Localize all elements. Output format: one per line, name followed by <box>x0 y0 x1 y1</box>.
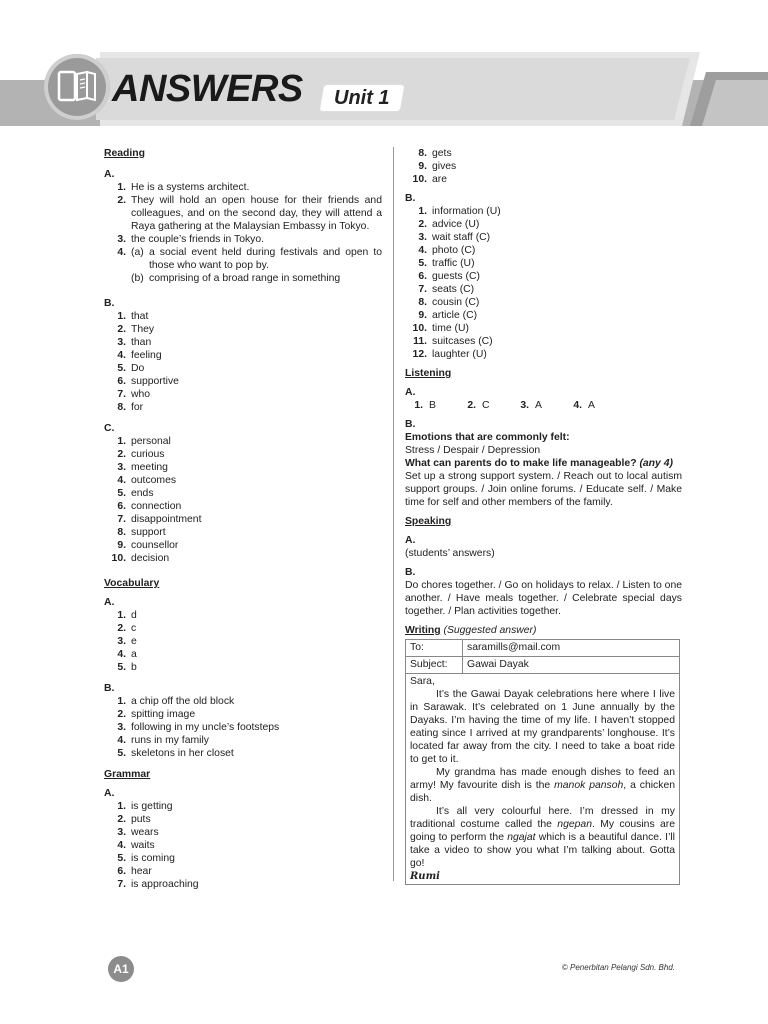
list-item <box>104 865 382 878</box>
grammar-a-list-part2 <box>405 147 682 186</box>
p3-text-b: . My cousins are going to perform the <box>410 819 675 843</box>
list-item <box>104 474 382 487</box>
item-text: advice (U) <box>432 219 480 230</box>
list-item <box>104 648 382 661</box>
list-item <box>104 839 382 852</box>
item-number: 9. <box>117 540 126 551</box>
sub-item-label: (a) <box>131 247 144 258</box>
p3-text-a: It’s all very colourful here. I’m dressed in my traditional costume called the <box>410 806 675 830</box>
item-text: cousin (C) <box>432 297 480 308</box>
page-number-badge: A1 <box>108 956 134 982</box>
item-number: 2. <box>117 709 126 720</box>
item-text: runs in my family <box>131 735 209 746</box>
list-item <box>405 231 682 244</box>
item-number: 5. <box>117 488 126 499</box>
letter-signature: Rumi <box>410 871 440 882</box>
item-number: 7. <box>117 879 126 890</box>
listening-q2 <box>405 457 682 470</box>
letter-greeting: Sara, <box>410 676 435 687</box>
item-number: 4. <box>117 735 126 746</box>
list-item <box>405 296 682 309</box>
list-item <box>104 734 382 747</box>
item-text: feeling <box>131 350 162 361</box>
listening-heading: Listening <box>405 368 452 379</box>
sub-item <box>131 246 382 272</box>
vocab-a-list <box>104 609 382 674</box>
item-text: C <box>482 400 490 411</box>
p2-text-a: My grandma has made enough dishes to feed an army! My favourite dish is the <box>410 767 675 791</box>
reading-b-list <box>104 310 382 414</box>
list-item <box>104 388 382 401</box>
item-number: 3. <box>117 337 126 348</box>
item-number: 5. <box>117 853 126 864</box>
item-number: 3. <box>117 722 126 733</box>
listening-b-label: B. <box>405 419 416 430</box>
item-number: 4. <box>117 649 126 660</box>
book-tablet-icon <box>57 68 97 104</box>
item-number: 2. <box>467 400 476 411</box>
item-number: 9. <box>418 310 427 321</box>
item-number: 7. <box>117 514 126 525</box>
list-item <box>104 747 382 760</box>
item-number: 8. <box>117 527 126 538</box>
listening-answer <box>564 399 617 412</box>
sub-item-text: comprising of a broad range in something <box>149 273 341 284</box>
list-item <box>104 721 382 734</box>
list-item <box>405 322 682 335</box>
item-number: 12. <box>412 349 427 360</box>
item-text: puts <box>131 814 151 825</box>
reading-heading: Reading <box>104 148 145 159</box>
letter-paragraph-2 <box>410 766 675 805</box>
item-text: laughter (U) <box>432 349 487 360</box>
item-number: 5. <box>117 363 126 374</box>
item-number: 4. <box>573 400 582 411</box>
writing-heading-row <box>405 624 682 637</box>
item-text: guests (C) <box>432 271 480 282</box>
speaking-a-text: (students’ answers) <box>405 548 495 559</box>
p2-italic: manok pansoh <box>554 780 624 791</box>
list-item <box>104 487 382 500</box>
item-text: traffic (U) <box>432 258 475 269</box>
item-text: d <box>131 610 137 621</box>
item-number: 5. <box>418 258 427 269</box>
list-item <box>104 401 382 414</box>
email-body <box>406 674 680 885</box>
item-text: decision <box>131 553 170 564</box>
item-number: 1. <box>117 801 126 812</box>
item-text: for <box>131 402 144 413</box>
list-item <box>104 362 382 375</box>
item-text: hear <box>131 866 152 877</box>
list-item <box>104 609 382 622</box>
item-number: 6. <box>117 501 126 512</box>
item-number: 2. <box>117 195 126 206</box>
item-number: 11. <box>413 336 427 347</box>
grammar-a-list-part1 <box>104 800 382 891</box>
item-number: 2. <box>117 814 126 825</box>
item-number: 5. <box>117 662 126 673</box>
listening-answer <box>511 399 564 412</box>
unit-badge <box>320 85 404 111</box>
list-item <box>104 461 382 474</box>
item-number: 3. <box>117 827 126 838</box>
item-text: support <box>131 527 166 538</box>
item-text: He is a systems architect. <box>131 182 250 193</box>
item-number: 1. <box>418 206 427 217</box>
list-item <box>104 661 382 674</box>
item-text: They <box>131 324 155 335</box>
item-text: photo (C) <box>432 245 476 256</box>
item-text: gives <box>432 161 457 172</box>
item-text: following in my uncle’s footsteps <box>131 722 280 733</box>
item-number: 2. <box>117 324 126 335</box>
item-text: that <box>131 311 149 322</box>
list-item <box>104 800 382 813</box>
item-text: information (U) <box>432 206 501 217</box>
reading-a-list <box>104 181 382 285</box>
item-text: wears <box>131 827 159 838</box>
item-text: supportive <box>131 376 179 387</box>
item-text: connection <box>131 501 182 512</box>
list-item <box>405 335 682 348</box>
list-item <box>104 336 382 349</box>
item-text: than <box>131 337 152 348</box>
item-number: 1. <box>414 400 423 411</box>
reading-c-label: C. <box>104 423 115 434</box>
item-text: meeting <box>131 462 168 473</box>
letter-paragraph-1: It’s the Gawai Dayak celebrations here where I live in Sarawak. It’s celebrated on 1 June annually by the Dayaks. I’m having the time of my life. I haven’t stopped eating since I arrived at my grandparents’ longhouse. It’s located far away from the city. I need to take a boat ride to get to it. <box>410 689 675 765</box>
item-number: 3. <box>117 636 126 647</box>
p3-text-c: which is a beautiful dance. I’ll take a video to show you what I’m talking about. Gotta go! <box>410 832 675 869</box>
item-text: is getting <box>131 801 173 812</box>
item-number: 8. <box>117 402 126 413</box>
list-item <box>104 246 382 285</box>
listening-a-label: A. <box>405 387 416 398</box>
item-number: 4. <box>418 245 427 256</box>
item-text: article (C) <box>432 310 478 321</box>
list-item <box>405 283 682 296</box>
listening-q2-text: What can parents do to make life manageable? <box>405 458 637 469</box>
email-subject-value: Gawai Dayak <box>463 657 680 674</box>
list-item <box>104 622 382 635</box>
item-number: 10. <box>111 553 126 564</box>
list-item <box>104 448 382 461</box>
vocab-b-list <box>104 695 382 760</box>
sub-item-label: (b) <box>131 273 144 284</box>
item-text: who <box>131 389 151 400</box>
item-text: spitting image <box>131 709 196 720</box>
item-text: outcomes <box>131 475 177 486</box>
listening-answer <box>458 399 511 412</box>
item-number: 8. <box>418 297 427 308</box>
item-text: ends <box>131 488 154 499</box>
list-item <box>104 878 382 891</box>
writing-heading: Writing <box>405 625 441 636</box>
p3-italic-2: ngajat <box>507 832 536 843</box>
copyright-text: © Penerbitan Pelangi Sdn. Bhd. <box>561 963 675 972</box>
item-number: 3. <box>117 234 126 245</box>
speaking-heading: Speaking <box>405 516 452 527</box>
item-text: personal <box>131 436 171 447</box>
item-text: A <box>535 400 542 411</box>
email-to-label: To: <box>406 640 463 657</box>
item-number: 2. <box>418 219 427 230</box>
item-number: 5. <box>117 748 126 759</box>
list-item <box>104 826 382 839</box>
item-text: is coming <box>131 853 175 864</box>
left-column <box>104 147 382 891</box>
speaking-b-label: B. <box>405 567 416 578</box>
item-text: waits <box>131 840 155 851</box>
list-item <box>104 194 382 233</box>
writing-note: (Suggested answer) <box>443 625 537 636</box>
letter-paragraph-3 <box>410 805 675 870</box>
email-subject-row <box>406 657 680 674</box>
grammar-heading: Grammar <box>104 769 151 780</box>
speaking-b-text: Do chores together. / Go on holidays to relax. / Listen to one another. / Have meals together. / Celebrate special days together. / Plan activities together. <box>405 580 682 617</box>
list-item <box>405 147 682 160</box>
speaking-a-label: A. <box>405 535 416 546</box>
listening-answer <box>405 399 458 412</box>
list-item <box>104 349 382 362</box>
item-number: 3. <box>117 462 126 473</box>
item-number: 4. <box>117 247 126 258</box>
item-number: 6. <box>117 866 126 877</box>
item-number: 3. <box>418 232 427 243</box>
item-number: 4. <box>117 350 126 361</box>
item-text: the couple’s friends in Tokyo. <box>131 234 265 245</box>
grammar-b-list <box>405 205 682 361</box>
email-body-row <box>406 674 680 885</box>
item-text: seats (C) <box>432 284 475 295</box>
item-number: 1. <box>117 182 126 193</box>
list-item <box>104 513 382 526</box>
item-number: 4. <box>117 840 126 851</box>
item-number: 2. <box>117 449 126 460</box>
item-number: 3. <box>520 400 529 411</box>
email-to-row <box>406 640 680 657</box>
item-number: 10. <box>412 174 427 185</box>
list-item <box>104 813 382 826</box>
listening-a-list <box>405 399 682 412</box>
list-item <box>104 695 382 708</box>
list-item <box>104 435 382 448</box>
reading-a-label: A. <box>104 169 115 180</box>
item-number: 1. <box>117 311 126 322</box>
item-text: a <box>131 649 137 660</box>
list-item <box>104 375 382 388</box>
sub-item-text: a social event held during festivals and open to those who want to pop by. <box>149 247 382 271</box>
list-item <box>104 708 382 721</box>
email-to-value: saramills@mail.com <box>463 640 680 657</box>
vocab-b-label: B. <box>104 683 115 694</box>
unit-label: Unit 1 <box>334 87 390 109</box>
column-divider <box>393 147 394 881</box>
item-number: 1. <box>117 696 126 707</box>
item-text: counsellor <box>131 540 179 551</box>
item-number: 10. <box>412 323 427 334</box>
list-item <box>405 205 682 218</box>
item-number: 6. <box>117 376 126 387</box>
listening-q2-note: (any 4) <box>639 458 673 469</box>
list-item <box>405 173 682 186</box>
item-text: They will hold an open house for their friends and colleagues, and on the second day, they will attend a Raya gathering at the Malaysian Embassy in Tokyo. <box>131 195 382 232</box>
item-text: c <box>131 623 137 634</box>
list-item <box>405 218 682 231</box>
item-number: 4. <box>117 475 126 486</box>
list-item <box>104 181 382 194</box>
vocabulary-heading: Vocabulary <box>104 578 160 589</box>
item-text: time (U) <box>432 323 469 334</box>
sub-item <box>131 272 382 285</box>
item-text: b <box>131 662 137 673</box>
item-number: 1. <box>117 436 126 447</box>
item-text: A <box>588 400 595 411</box>
list-item <box>104 323 382 336</box>
item-text: a chip off the old block <box>131 696 235 707</box>
email-subject-label: Subject: <box>406 657 463 674</box>
list-item <box>405 160 682 173</box>
list-item <box>104 233 382 246</box>
item-text: is approaching <box>131 879 199 890</box>
list-item <box>104 852 382 865</box>
p3-italic-1: ngepan <box>557 819 592 830</box>
listening-a2: Set up a strong support system. / Reach out to local autism support groups. / Join online forums. / Educate self. / Make time for self and other members of the family. <box>405 471 682 508</box>
item-text: wait staff (C) <box>432 232 491 243</box>
item-number: 7. <box>117 389 126 400</box>
item-number: 1. <box>117 610 126 621</box>
vocab-a-label: A. <box>104 597 115 608</box>
grammar-a-label: A. <box>104 788 115 799</box>
item-number: 2. <box>117 623 126 634</box>
list-item <box>405 257 682 270</box>
list-item <box>405 244 682 257</box>
list-item <box>405 270 682 283</box>
item-text: e <box>131 636 137 647</box>
list-item <box>104 552 382 565</box>
list-item <box>104 635 382 648</box>
email-table <box>405 639 680 885</box>
sub-items <box>131 246 382 285</box>
list-item <box>104 310 382 323</box>
list-item <box>104 526 382 539</box>
page-title: ANSWERS <box>112 68 303 110</box>
item-text: B <box>429 400 436 411</box>
item-text: skeletons in her closet <box>131 748 234 759</box>
list-item <box>405 309 682 322</box>
reading-b-label: B. <box>104 298 115 309</box>
p2-text-b: , a chicken dish. <box>410 780 675 804</box>
item-text: disappointment <box>131 514 202 525</box>
item-text: gets <box>432 148 452 159</box>
listening-q1: Emotions that are commonly felt: <box>405 432 570 443</box>
item-text: curious <box>131 449 165 460</box>
item-number: 9. <box>418 161 427 172</box>
reading-c-list <box>104 435 382 565</box>
grammar-b-label: B. <box>405 193 416 204</box>
list-item <box>405 348 682 361</box>
item-text: Do <box>131 363 145 374</box>
item-text: suitcases (C) <box>432 336 493 347</box>
item-text: are <box>432 174 448 185</box>
list-item <box>104 500 382 513</box>
list-item <box>104 539 382 552</box>
item-number: 8. <box>418 148 427 159</box>
right-column <box>405 147 682 885</box>
listening-a1: Stress / Despair / Depression <box>405 445 541 456</box>
item-number: 7. <box>418 284 427 295</box>
item-number: 6. <box>418 271 427 282</box>
